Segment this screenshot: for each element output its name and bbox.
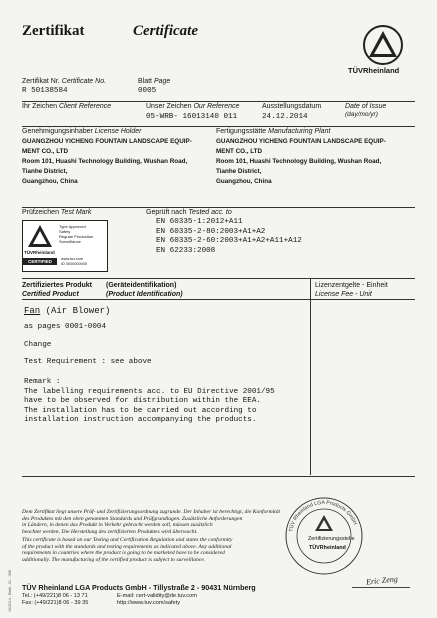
fee-label [315,281,388,299]
divider [22,101,415,102]
footer-en-line: requirements in countries where the product is going to be marketed have to be considered [22,550,225,557]
remark-block [24,378,275,426]
holder-line: MENT CO., LTD [22,148,69,155]
product-change: Change [24,341,52,349]
test-mark-label [22,209,91,216]
footer-german [22,509,280,535]
title-english: Certificate [133,23,198,39]
product-name-line [24,306,110,316]
holder-line: GUANGZHOU YICHENG FOUNTAIN LANDSCAPE EQUIP- [22,138,192,145]
issue-date-label-en: Date of Issue [345,103,387,110]
footer-de-line: in Ländern, in denen das Produkt in Verkehr gebracht werden soll, müssen zusätzlich [22,522,213,529]
footer-de-line: des Produktes mit den oben genannten Standards und Prüfgrundlagen. Zusätzliche Anforderungen [22,515,243,522]
tuv-triangle-icon [23,221,57,251]
client-ref-de: Ihr Zeichen [22,103,58,110]
test-mark-label-de: Prüfzeichen [22,209,59,216]
test-mark-line: Type Approved [59,224,86,229]
product-label [22,281,92,299]
remark-line: The installation has to be carried out according to [24,406,257,415]
standards-list [156,218,302,257]
divider [22,476,415,477]
holder-label [22,128,141,135]
product-pages: as pages 0001-0004 [24,323,107,331]
cert-number: R 50138584 [22,87,68,95]
test-mark-line: Surveillance [59,239,81,244]
test-mark-text [59,224,93,244]
standard-item: EN 60335-2-80:2003+A1+A2 [156,227,266,236]
tested-label [146,209,232,216]
tested-label-de: Geprüft nach [146,209,187,216]
web: http://www.tuv.com/safety [117,599,181,606]
test-mark-logo [23,221,57,257]
product-type: (Air Blower) [40,306,111,316]
test-mark-brand: TÜVRheinland [24,250,55,255]
fax: Fax: (+49/221)8 06 - 39 35 [22,599,89,606]
test-mark-url: www.tuv.com [61,257,84,261]
test-mark-line: Safety [59,229,71,234]
side-code: 10/2014 - Blatt - 01 - 005 [8,569,12,612]
holder-line: Room 101, Huashi Technology Building, Wushan Road, [22,158,188,165]
remark-line: The labelling requirements acc. to EU Directive 2001/95 [24,387,275,396]
our-reference: 05-WRB- 16013140 011 [146,113,238,121]
holder-label-de: Genehmigungsinhaber [22,128,93,135]
fee-label-de: Lizenzentgelte - Einheit [315,282,388,289]
plant-label-de: Fertigungsstätte [216,128,267,135]
email: E-mail: cert-validity@de.tuv.com [117,593,197,599]
client-ref-en: Client Reference [58,103,112,110]
test-requirement: Test Requirement : see above [24,358,152,366]
product-label-de: Zertifiziertes Produkt [22,282,93,289]
contact-right [117,593,197,606]
divider [22,278,415,279]
plant-line: GUANGZHOU YICHENG FOUNTAIN LANDSCAPE EQUIP- [216,138,386,145]
holder-label-en: License Holder [94,128,142,135]
phone: Tel.: (+49/221)8 06 - 13 71 [22,593,88,599]
product-id-label [106,281,183,299]
test-mark-badge [22,220,108,272]
company-line: TÜV Rheinland LGA Products GmbH - Tillystraße 2 - 90431 Nürnberg [22,583,256,592]
holder-address [22,137,192,187]
test-mark-ids [61,257,87,267]
divider [22,126,415,127]
plant-line: Guangzhou, China [216,178,272,185]
product-label-en: Certified Product [22,291,79,298]
plant-line: MENT CO., LTD [216,148,263,155]
fee-column-divider [310,279,311,475]
test-mark-id: ID 3000000000 [61,262,87,266]
remark-title: Remark : [24,378,61,386]
standard-item: EN 62233:2008 [156,247,216,256]
plant-address [216,137,386,187]
holder-line: Tianhe District, [22,168,68,175]
cert-no-label-en: Certificate No. [61,78,107,85]
cert-no-label [22,78,106,85]
contact-left [22,593,88,606]
blatt-label-de: Blatt [138,78,153,85]
issue-date: 24.12.2014 [262,113,308,121]
our-ref-label [146,103,239,110]
plant-label [216,128,330,135]
our-ref-en: Our Reference [193,103,240,110]
remark-line: installation instruction accompanying the products. [24,416,257,425]
tuv-triangle-icon [352,24,414,66]
product-id-label-de: (Geräteidentifikation) [106,282,177,289]
footer-de-line: beachtet werden. Die Herstellung des zertifizierten Produktes wird überwacht. [22,528,198,535]
title-german: Zertifikat [22,23,85,39]
issue-date-label-de: Ausstellungsdatum [262,103,322,110]
plant-label-en: Manufacturing Plant [268,128,331,135]
standard-item: EN 60335-1:2012+A11 [156,218,243,226]
holder-line: Guangzhou, China [22,178,78,185]
footer-en-line: of the product with the standards and testing requirements as indicated above. Any additional [22,543,232,550]
tuv-logo [348,24,414,75]
test-mark-line: Regular Production [59,234,94,239]
footer-english [22,537,232,563]
client-ref-label [22,103,111,110]
test-mark-label-en: Test Mark [60,209,92,216]
divider [22,207,415,208]
blatt-label-en: Page [153,78,171,85]
certified-bar: CERTIFIED [23,258,57,265]
plant-line: Tianhe District, [216,168,262,175]
fee-label-en: License Fee - Unit [315,291,372,298]
footer-en-line: This certificate is based on our Testing and Certification Regulation and states the conformity [22,537,233,543]
footer-en-line: additionally. The manufacturing of the certified product is subject to surveillance. [22,556,206,563]
tuv-brand: TÜVRheinland [348,66,400,75]
divider [22,299,415,300]
plant-line: Room 101, Huashi Technology Building, Wushan Road, [216,158,382,165]
stamp-ring-text-path: TÜV Rheinland LGA Products GmbH [288,499,358,533]
stamp-center: Zertifizierungsstelle [308,536,355,542]
issue-date-hint: (day/mo/yr) [345,111,378,118]
blatt-label [138,78,170,85]
footer-de-line: Dem Zertifikat liegt unsere Prüf- und Zertifizierungsordnung zugrunde. Der Inhaber ist berechtigt, die Konformität [22,509,281,515]
product-name: Fan [24,306,41,316]
remark-line: have to be observed for distribution within the EEA. [24,397,261,406]
page-number: 0005 [138,87,157,95]
our-ref-de: Unser Zeichen [146,103,192,110]
standard-item: EN 60335-2-60:2003+A1+A2+A11+A12 [156,237,302,246]
stamp-brand: TÜVRheinland [309,545,346,551]
signature-line [352,587,410,588]
product-id-label-en: (Product Identification) [106,291,183,298]
cert-no-label-de: Zertifikat Nr. [22,78,60,85]
tested-label-en: Tested acc. to [188,209,232,216]
signature: Eric Zeng [365,574,399,587]
official-stamp [283,495,365,577]
